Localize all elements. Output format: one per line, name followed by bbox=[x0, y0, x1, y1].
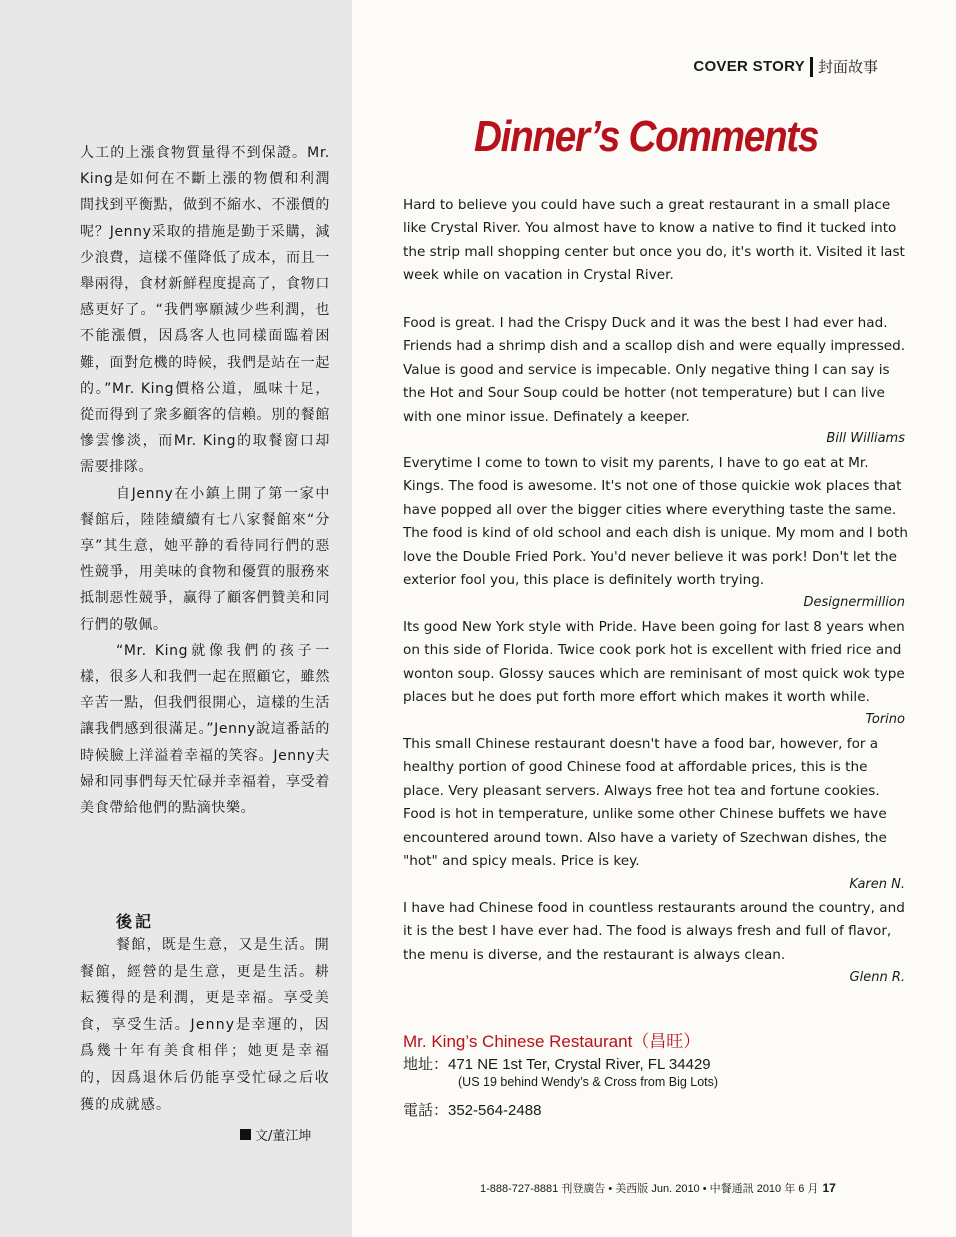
article-paragraph-1: 人工的上漲食物質量得不到保證。Mr. King是如何在不斷上漲的物價和利潤間找到平衡點，做到不縮水、不漲價的呢？Jenny采取的措施是勤于采購，減少浪費，這樣不僅降低了成本，而且一舉兩得，食材新鮮程度提高了，食物口感更好了。“我們寧願減少些利潤，也不能漲價，因爲客人也同樣面臨着困難，面對危機的時候，我們是站在一起的。”Mr. King價格公道，風味十足，從而得到了衆多顧客的信賴。別的餐館慘雲慘淡，而Mr. King的取餐窗口却需要排隊。 bbox=[80, 145, 330, 476]
reviewer-name: Torino bbox=[865, 712, 905, 727]
byline bbox=[240, 1125, 311, 1144]
byline-square-icon bbox=[240, 1129, 251, 1140]
page-footer bbox=[480, 1180, 836, 1196]
header-divider bbox=[810, 57, 813, 77]
page-number: 17 bbox=[822, 1181, 836, 1195]
page-title: Dinner’s Comments bbox=[474, 112, 819, 161]
reviewer-name: Glenn R. bbox=[849, 970, 905, 985]
chinese-article bbox=[80, 140, 330, 821]
section-header bbox=[693, 56, 878, 77]
section-label-en: COVER STORY bbox=[693, 58, 805, 75]
article-paragraph-3: “Mr. King就像我們的孩子一樣，很多人和我們一起在照顧它，雖然辛苦一點，但我們很開心，這樣的生活讓我們感到很滿足。”Jenny說這番話的時候臉上洋溢着幸福的笑容。Jenny夫婦和同事們每天忙碌并幸福着，享受着美食帶給他們的點滴快樂。 bbox=[80, 642, 330, 817]
footer-info: 1-888-727-8881 刊登廣告 • 美西版 Jun. 2010 • 中餐通訊 2010 年 6 月 bbox=[480, 1183, 819, 1195]
restaurant-phone: 電話：352-564-2488 bbox=[403, 1102, 542, 1119]
postscript-text: 餐館，既是生意，又是生活。開餐館，經營的是生意，更是生活。耕耘獲得的是利潤，更是幸福。享受美食，享受生活。Jenny是幸運的，因爲幾十年有美食相伴；她更是幸福的，因爲退休后仍能享受忙碌之后收獲的成就感。 bbox=[80, 937, 330, 1113]
review-text: Hard to believe you could have such a great restaurant in a small place like Crystal River. You almost have to know a native to find it tucked into the strip mall shopping center but once you do, it's worth it. Visited it last week while on vacation in Crystal River. bbox=[403, 197, 905, 284]
review-text: Everytime I come to town to visit my parents, I have to go eat at Mr. Kings. The food is awesome. It's not one of those quickie wok places that have popped all over the bigger cities where everything taste the same. The food is kind of old school and each dish is unique. My mom and I both love the Double Fried Pork. You'd never believe it was pork! Don't let the exterior fool you, this place is definitely worth trying. bbox=[403, 455, 908, 589]
reviewer-name: Karen N. bbox=[849, 877, 905, 892]
review-text: This small Chinese restaurant doesn't have a food bar, however, for a healthy portion of good Chinese food at affordable prices, this is the place. Very pleasant servers. Always free hot tea and fortune cookies. Food is hot in temperature, unlike some other Chinese buffets we have encountered around town. Also have a variety of Szechwan dishes, the "hot" and spicy meals. Price is key. bbox=[403, 736, 887, 870]
postscript-title: 後記 bbox=[116, 912, 155, 931]
review-text: I have had Chinese food in countless restaurants around the country, and it is the best I have ever had. The food is always fresh and full of flavor, the menu is diverse, and the restaurant is always clean. bbox=[403, 900, 905, 963]
review-text: Its good New York style with Pride. Have been going for last 8 years when on this side of Florida. Twice cook pork hot is excellent with fried rice and wonton soup. Glossy sauces which are reminisant of most quick wok type places but he does put forth more effort which makes it worth while. bbox=[403, 619, 905, 706]
reviewer-name: Designermillion bbox=[803, 595, 905, 610]
restaurant-address: 地址：471 NE 1st Ter, Crystal River, FL 34429 bbox=[403, 1056, 711, 1073]
restaurant-name: Mr. King’s Chinese Restaurant（昌旺） bbox=[403, 1032, 701, 1051]
restaurant-address-note: (US 19 behind Wendy’s & Cross from Big Lots) bbox=[458, 1075, 719, 1089]
reviewer-name: Bill Williams bbox=[826, 431, 905, 446]
review-text: Food is great. I had the Crispy Duck and it was the best I had ever had. Friends had a shrimp dish and a scallop dish and were equally impressed. Value is good and service is impecable. Only negative thing I can say is the Hot and Sour Soup could be hotter (not temperature) but I can live with one minor issue. Definately a keeper. bbox=[403, 315, 906, 425]
article-paragraph-2: 自Jenny在小鎮上開了第一家中餐館后，陸陸續續有七八家餐館來“分享”其生意，她平静的看待同行們的惡性競爭，用美味的食物和優質的服務來抵制惡性競爭，赢得了顧客們贊美和同行們的敬佩。 bbox=[80, 485, 330, 633]
byline-text: 文/董江坤 bbox=[255, 1129, 312, 1144]
section-label-zh: 封面故事 bbox=[817, 58, 878, 76]
